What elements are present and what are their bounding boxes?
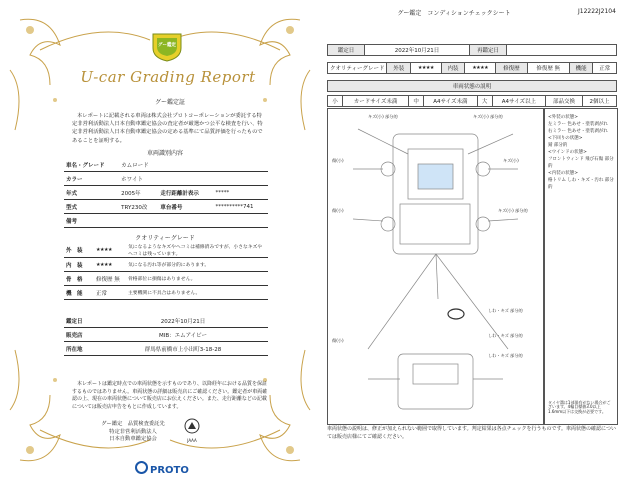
issuer-line: 日本自動車鑑定協会 <box>109 436 157 443</box>
size-small-desc: カードサイズ未満 <box>343 96 409 107</box>
table-row <box>64 272 268 286</box>
int-label: 内装 <box>441 63 465 74</box>
certificate-subtitle: グー鑑定証 <box>154 99 185 106</box>
appraisal-info-table <box>64 314 268 356</box>
year-value: 2005年 <box>119 186 158 200</box>
table-row <box>64 258 268 272</box>
table-row <box>64 314 268 328</box>
size-small-label: 小 <box>328 96 343 107</box>
ext-label: 外装 <box>387 63 411 74</box>
document-number: J12222J2104 <box>578 8 616 15</box>
note-line: 錆 部分的 <box>548 142 568 148</box>
chassis-value: **********741 <box>213 200 268 214</box>
mileage-label: 走行距離計表示 <box>158 186 213 200</box>
function-text: 主要機関に不具合はありません。 <box>126 286 268 300</box>
note-heading: <ウインドの状態> <box>548 149 587 155</box>
frame-label: 骨 格 <box>64 272 94 286</box>
sheet-date-value: 2022年10月21日 <box>365 45 470 56</box>
note-line: フロントウィンド 飛び石傷 部分的 <box>548 156 614 169</box>
exterior-text: 気になるようなキズやヘコミは補修済みですが、小さなキズやヘコミは残っています。 <box>126 243 268 258</box>
size-legend-table <box>327 95 617 107</box>
note-heading: <外装の状態> <box>548 115 579 120</box>
shop-label: 販売店 <box>64 328 98 342</box>
table-row <box>64 158 268 172</box>
chassis-label: 車台番号 <box>158 200 213 214</box>
note-heading: <下回りの状態> <box>548 135 583 141</box>
appraisal-date-value: 2022年10月21日 <box>98 314 268 328</box>
sheet-date-label: 鑑定日 <box>328 45 365 56</box>
func-value: 正常 <box>593 63 617 74</box>
vehicle-table <box>64 158 268 228</box>
remarks-label: 備考 <box>64 214 119 228</box>
vehicle-outline-icon <box>328 109 543 424</box>
appraisal-date-label: 鑑定日 <box>64 314 98 328</box>
table-row <box>64 200 268 214</box>
color-label: カラー <box>64 172 119 186</box>
sheet-footer-note: 車両状態の説明は、修正が加えられない範囲で取得しています。判定結果は各点チェックを行うものです。車両状態の確認については販売店様にてご確認ください。 <box>327 426 616 440</box>
size-large-label: 大 <box>477 96 492 107</box>
table-row <box>64 342 268 356</box>
certificate-notes: 本レポートは鑑定時点での車両状態を示すものであり、以降経年における品質を保証するものではありません。車両状態の詳細は販売店にご確認ください。鑑定者が車両確認の上、現在の車両状態について販売店にお伝えください。また、走行距離などの記載については販売店申告をもとに作成しています。 <box>72 381 268 410</box>
model-label: 型式 <box>64 200 119 214</box>
mileage-value: ***** <box>213 186 268 200</box>
size-medium-desc: A4サイズ未満 <box>424 96 478 107</box>
damage-label: キズ(小) 部分的 <box>498 208 528 213</box>
vehicle-damage-diagram <box>327 108 544 425</box>
damage-label: キズ(小) <box>503 158 519 163</box>
year-label: 年式 <box>64 186 119 200</box>
goo-badge-logo <box>150 32 184 62</box>
int-stars: ★★★★ <box>465 63 496 74</box>
jaaa-logo <box>180 418 204 443</box>
note-line: 右ミラー 色あせ・塗装剥がれ <box>548 128 608 134</box>
interior-text: 気になる汚れ等が部分的にあります。 <box>126 258 268 272</box>
frame-text: 骨格部位に損傷はありません。 <box>126 272 268 286</box>
table-row <box>328 96 617 107</box>
proto-wordmark: PROTO <box>150 465 189 476</box>
vehicle-name-value: カムロード <box>119 158 268 172</box>
vehicle-name-label: 車名・グレード <box>64 158 119 172</box>
parts-label: 部品交換 <box>546 96 583 107</box>
proto-mark-icon <box>135 461 148 474</box>
issuer-line: 特定非営利活動法人 <box>109 428 157 435</box>
quality-table <box>64 243 268 300</box>
shop-value: MIB：エムアイビー <box>98 328 268 342</box>
table-row <box>64 186 268 200</box>
grade-label: クオリティーグレード <box>328 63 387 74</box>
color-value: ホワイト <box>119 172 268 186</box>
issuer-line: グー鑑定 品質検査委託先 <box>101 421 165 427</box>
location-label: 所在地 <box>64 342 98 356</box>
frame-status: 修復歴 無 <box>94 272 126 286</box>
size-large-desc: A4サイズ以上 <box>492 96 546 107</box>
note-line: 左ミラー 色あせ・塗装剥がれ <box>548 121 608 127</box>
damage-label: 傷(小) <box>332 338 344 343</box>
function-label: 機 能 <box>64 286 94 300</box>
table-row <box>64 214 268 228</box>
table-row <box>64 286 268 300</box>
jaaa-emblem-icon <box>180 418 204 434</box>
damage-label: 傷(小) <box>332 158 344 163</box>
damage-label: キズ(小) 部分的 <box>368 114 398 119</box>
parts-value: 2個以上 <box>582 96 616 107</box>
table-row <box>64 172 268 186</box>
certificate-intro: 本レポートに記載される車両は株式会社プロトコーポレーションが委託する特定非営利活動法人日本自動車鑑定協会の査定者が厳選かつ公平な検査を行い、特定非営利活動法人日本自動車鑑定協会の定める基準にて品質評価を行ったものであることを証明する。 <box>72 113 263 144</box>
func-label: 機能 <box>569 63 593 74</box>
table-row <box>328 63 617 74</box>
table-row <box>328 45 617 56</box>
proto-logo <box>135 461 189 476</box>
interior-stars: ★★★★ <box>94 258 126 272</box>
table-row <box>328 81 617 92</box>
ext-stars: ★★★★ <box>410 63 441 74</box>
model-value: TRY230改 <box>119 200 158 214</box>
side-notes-panel <box>544 108 618 425</box>
damage-label: キズ(小) 部分的 <box>473 114 503 119</box>
damage-label: 傷(小) <box>332 208 344 213</box>
report-title: U-car Grading Report <box>80 68 256 86</box>
exterior-stars: ★★★★ <box>94 243 126 258</box>
function-status: 正常 <box>94 286 126 300</box>
condition-title-table <box>327 80 617 92</box>
tire-note: タイヤ溝は1部保有がない場合がございます。4輪目標値3.0以上1.6mm以下は交換が必要です。 <box>548 400 611 414</box>
size-medium-label: 中 <box>409 96 424 107</box>
badge-text: グー鑑定 <box>158 43 176 48</box>
interior-label: 内 装 <box>64 258 94 272</box>
grade-row-table <box>327 62 617 74</box>
exterior-label: 外 装 <box>64 243 94 258</box>
damage-label: しわ・キズ 部分的 <box>488 333 523 338</box>
condition-title: 車両状態の説明 <box>328 81 617 92</box>
sheet-title: グー鑑定 コンディションチェックシート <box>397 10 511 17</box>
repair-value: 修復歴 無 <box>527 63 569 74</box>
issuer-text <box>98 421 168 444</box>
table-row <box>64 328 268 342</box>
note-line: 格トリム しわ・キズ・汚れ 部分的 <box>548 177 614 190</box>
quality-section-title: クオリティーグレード <box>135 235 195 242</box>
reexam-label: 再鑑定日 <box>470 45 507 56</box>
location-value: 群馬県前橋市上小出町3-18-28 <box>98 342 268 356</box>
vehicle-section-title: 車両識別内容 <box>146 150 183 157</box>
jaaa-label: JAAA <box>187 438 197 443</box>
date-row-table <box>327 44 617 56</box>
table-row <box>64 243 268 258</box>
repair-label: 修復歴 <box>496 63 528 74</box>
damage-label: しわ・キズ 部分的 <box>488 308 523 313</box>
damage-label: しわ・キズ 部分的 <box>488 353 523 358</box>
note-heading: <内装の状態> <box>548 170 579 176</box>
